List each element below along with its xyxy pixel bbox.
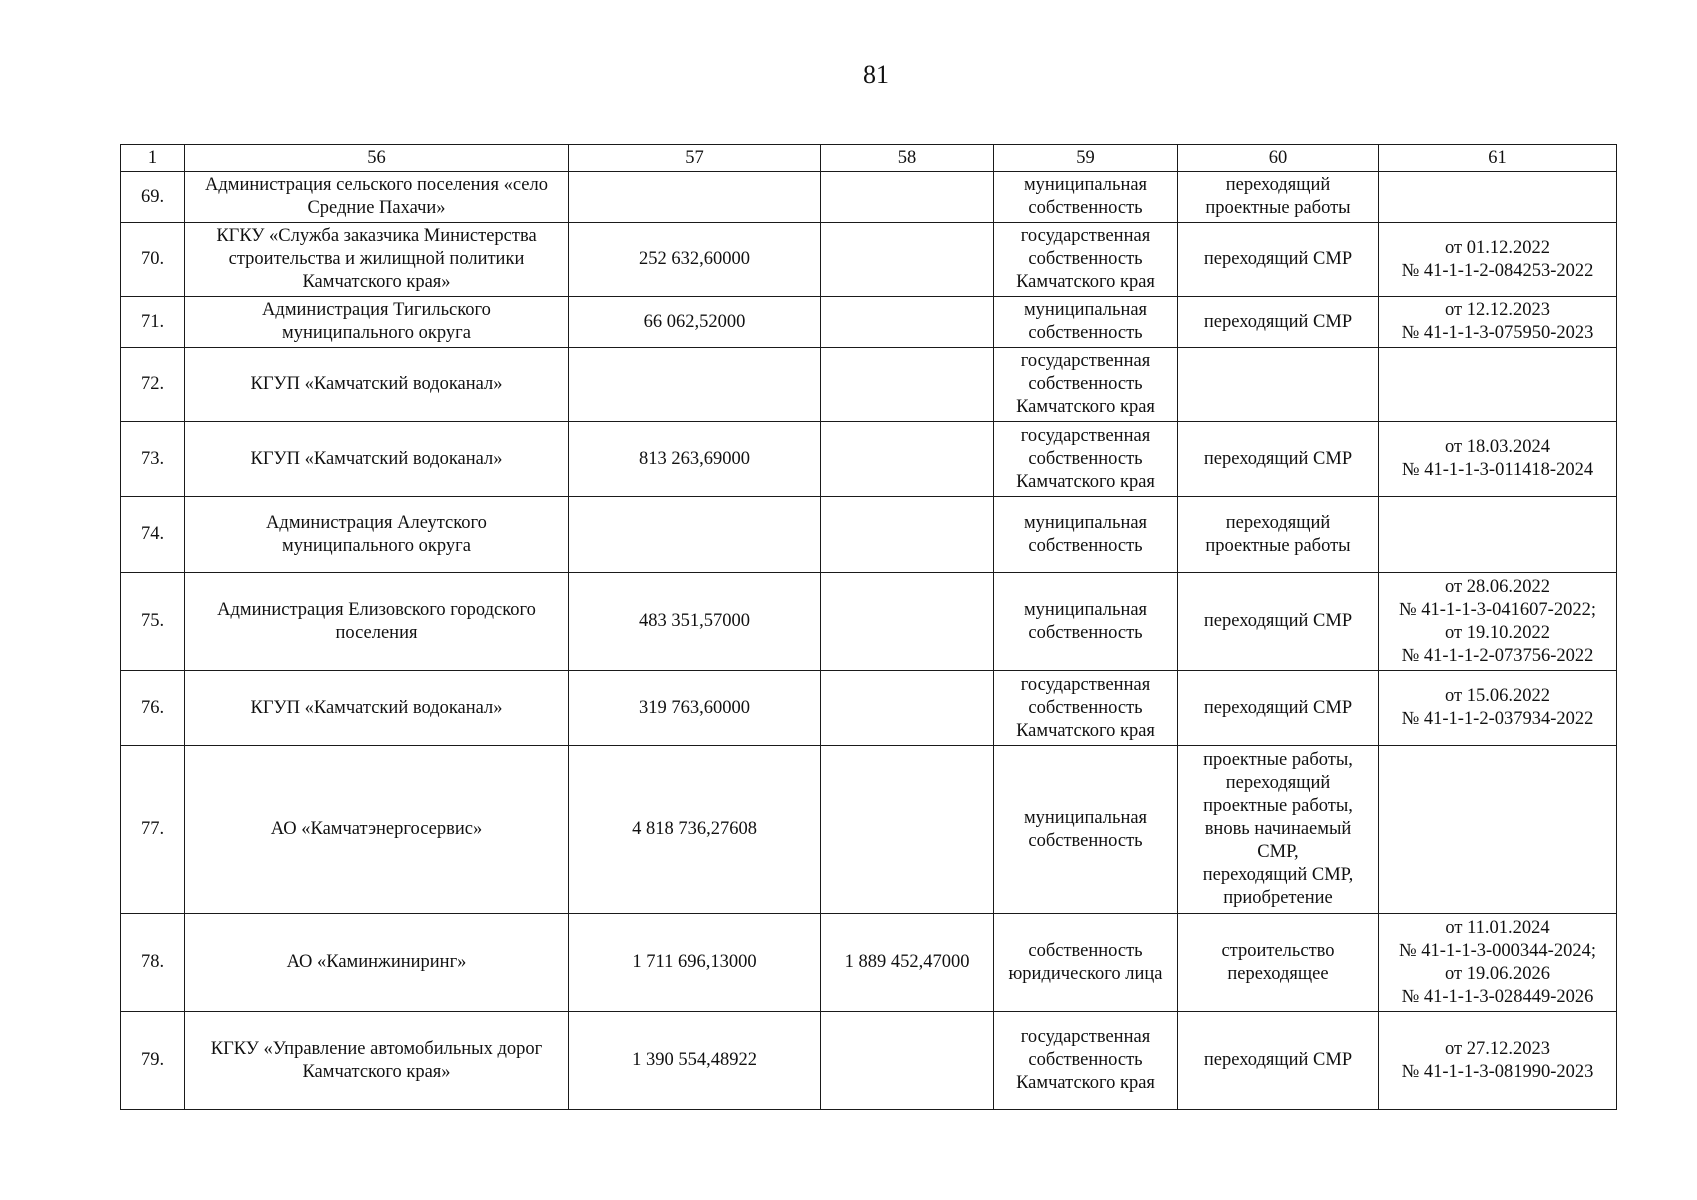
work-type-cell: переходящий СМР [1178, 671, 1379, 746]
customer-cell: Администрация Елизовского городского поселения [185, 573, 569, 671]
customer-cell: КГУП «Камчатский водоканал» [185, 348, 569, 422]
table-row [121, 1012, 1617, 1110]
page-number: 81 [863, 60, 889, 89]
amount-2-cell [821, 671, 994, 746]
amount-cell: 252 632,60000 [569, 223, 821, 297]
table-row [121, 422, 1617, 497]
work-type-cell: переходящий СМР [1178, 573, 1379, 671]
work-type-cell: переходящий СМР [1178, 422, 1379, 497]
customer-cell: КГКУ «Служба заказчика Министерства строительства и жилищной политики Камчатского края» [185, 223, 569, 297]
customer-cell: Администрация сельского поселения «село Средние Пахачи» [185, 172, 569, 223]
amount-cell [569, 497, 821, 573]
amount-2-cell [821, 172, 994, 223]
ownership-cell: муниципальная собственность [994, 497, 1178, 573]
column-header-57: 57 [569, 145, 821, 172]
data-table [120, 144, 1617, 1110]
amount-cell: 483 351,57000 [569, 573, 821, 671]
row-number-cell: 72. [121, 348, 185, 422]
customer-cell: КГУП «Камчатский водоканал» [185, 671, 569, 746]
amount-cell [569, 172, 821, 223]
table-row [121, 348, 1617, 422]
ownership-cell: собственность юридического лица [994, 914, 1178, 1012]
column-header-1: 1 [121, 145, 185, 172]
work-type-cell: переходящий проектные работы [1178, 497, 1379, 573]
amount-cell: 1 711 696,13000 [569, 914, 821, 1012]
amount-2-cell: 1 889 452,47000 [821, 914, 994, 1012]
row-number-cell: 75. [121, 573, 185, 671]
row-number-cell: 76. [121, 671, 185, 746]
amount-cell: 1 390 554,48922 [569, 1012, 821, 1110]
customer-cell: АО «Каминжиниринг» [185, 914, 569, 1012]
expertise-cell [1379, 348, 1617, 422]
amount-2-cell [821, 297, 994, 348]
amount-2-cell [821, 1012, 994, 1110]
ownership-cell: муниципальная собственность [994, 172, 1178, 223]
amount-cell: 813 263,69000 [569, 422, 821, 497]
work-type-cell: проектные работы, переходящий проектные работы, вновь начинаемый СМР, переходящий СМР, приобретение [1178, 746, 1379, 914]
amount-cell [569, 348, 821, 422]
amount-cell: 319 763,60000 [569, 671, 821, 746]
ownership-cell: государственная собственность Камчатского края [994, 671, 1178, 746]
amount-2-cell [821, 497, 994, 573]
row-number-cell: 71. [121, 297, 185, 348]
expertise-cell: от 18.03.2024 № 41-1-1-3-011418-2024 [1379, 422, 1617, 497]
expertise-cell [1379, 746, 1617, 914]
row-number-cell: 77. [121, 746, 185, 914]
expertise-cell [1379, 497, 1617, 573]
table-row [121, 297, 1617, 348]
header-row [121, 145, 1617, 172]
table-row [121, 746, 1617, 914]
customer-cell: Администрация Тигильского муниципального округа [185, 297, 569, 348]
expertise-cell: от 01.12.2022 № 41-1-1-2-084253-2022 [1379, 223, 1617, 297]
ownership-cell: государственная собственность Камчатского края [994, 422, 1178, 497]
ownership-cell: муниципальная собственность [994, 573, 1178, 671]
work-type-cell: переходящий СМР [1178, 1012, 1379, 1110]
ownership-cell: государственная собственность Камчатского края [994, 348, 1178, 422]
work-type-cell: переходящий СМР [1178, 297, 1379, 348]
customer-cell: АО «Камчатэнергосервис» [185, 746, 569, 914]
ownership-cell: государственная собственность Камчатского края [994, 223, 1178, 297]
table-row [121, 223, 1617, 297]
customer-cell: КГКУ «Управление автомобильных дорог Камчатского края» [185, 1012, 569, 1110]
amount-2-cell [821, 422, 994, 497]
table-row [121, 914, 1617, 1012]
row-number-cell: 73. [121, 422, 185, 497]
amount-2-cell [821, 348, 994, 422]
amount-2-cell [821, 746, 994, 914]
row-number-cell: 69. [121, 172, 185, 223]
table-row [121, 573, 1617, 671]
column-header-61: 61 [1379, 145, 1617, 172]
ownership-cell: государственная собственность Камчатского края [994, 1012, 1178, 1110]
customer-cell: Администрация Алеутского муниципального округа [185, 497, 569, 573]
row-number-cell: 70. [121, 223, 185, 297]
work-type-cell [1178, 348, 1379, 422]
expertise-cell: от 15.06.2022 № 41-1-1-2-037934-2022 [1379, 671, 1617, 746]
work-type-cell: переходящий проектные работы [1178, 172, 1379, 223]
amount-cell: 66 062,52000 [569, 297, 821, 348]
column-header-60: 60 [1178, 145, 1379, 172]
work-type-cell: строительство переходящее [1178, 914, 1379, 1012]
expertise-cell: от 28.06.2022 № 41-1-1-3-041607-2022; от 19.10.2022 № 41-1-1-2-073756-2022 [1379, 573, 1617, 671]
column-header-56: 56 [185, 145, 569, 172]
customer-cell: КГУП «Камчатский водоканал» [185, 422, 569, 497]
table-row [121, 671, 1617, 746]
expertise-cell: от 11.01.2024 № 41-1-1-3-000344-2024; от 19.06.2026 № 41-1-1-3-028449-2026 [1379, 914, 1617, 1012]
column-header-58: 58 [821, 145, 994, 172]
ownership-cell: муниципальная собственность [994, 746, 1178, 914]
row-number-cell: 78. [121, 914, 185, 1012]
expertise-cell [1379, 172, 1617, 223]
expertise-cell: от 12.12.2023 № 41-1-1-3-075950-2023 [1379, 297, 1617, 348]
amount-cell: 4 818 736,27608 [569, 746, 821, 914]
table-row [121, 497, 1617, 573]
row-number-cell: 79. [121, 1012, 185, 1110]
column-header-59: 59 [994, 145, 1178, 172]
row-number-cell: 74. [121, 497, 185, 573]
table-row [121, 172, 1617, 223]
expertise-cell: от 27.12.2023 № 41-1-1-3-081990-2023 [1379, 1012, 1617, 1110]
amount-2-cell [821, 223, 994, 297]
amount-2-cell [821, 573, 994, 671]
work-type-cell: переходящий СМР [1178, 223, 1379, 297]
ownership-cell: муниципальная собственность [994, 297, 1178, 348]
